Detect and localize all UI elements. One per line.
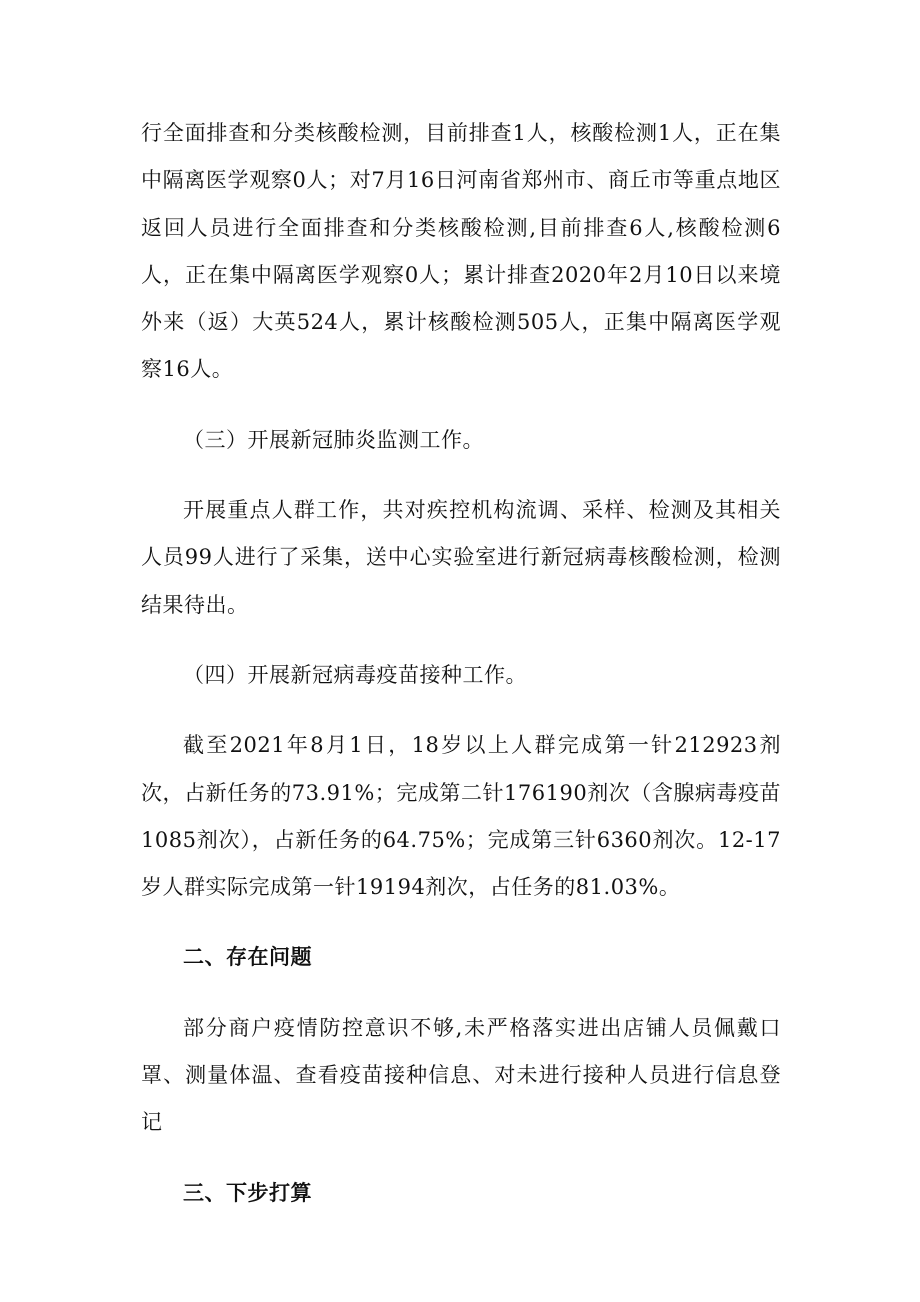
document-body xyxy=(141,110,781,1217)
section-3-title: （三）开展新冠肺炎监测工作。 xyxy=(183,427,484,452)
section-4-body: 截至2021年8月1日，18岁以上人群完成第一针212923剂次，占新任务的73.91%；完成第二针176190剂次（含腺病毒疫苗1085剂次），占新任务的64.75%；完成第三针6360剂次。12-17岁人群实际完成第一针19194剂次，占任务的81.03%。 xyxy=(141,733,781,900)
paragraph-screening-stats: 行全面排查和分类核酸检测，目前排查1人，核酸检测1人，正在集中隔离医学观察0人；对7月16日河南省郑州市、商丘市等重点地区返回人员进行全面排查和分类核酸检测,目前排查6人,核酸检测6人，正在集中隔离医学观察0人；累计排查2020年2月10日以来境外来（返）大英524人，累计核酸检测505人，正集中隔离医学观察16人。 xyxy=(141,121,781,382)
heading-next-steps: 三、下步打算 xyxy=(183,1180,312,1205)
section-4-title: （四）开展新冠病毒疫苗接种工作。 xyxy=(183,662,527,687)
section-3-body: 开展重点人群工作，共对疾控机构流调、采样、检测及其相关人员99人进行了采集，送中心实验室进行新冠病毒核酸检测，检测结果待出。 xyxy=(141,498,781,617)
heading-existing-problems: 二、存在问题 xyxy=(183,945,312,970)
existing-problems-body: 部分商户疫情防控意识不够,未严格落实进出店铺人员佩戴口罩、测量体温、查看疫苗接种信息、对未进行接种人员进行信息登记 xyxy=(141,1015,781,1135)
